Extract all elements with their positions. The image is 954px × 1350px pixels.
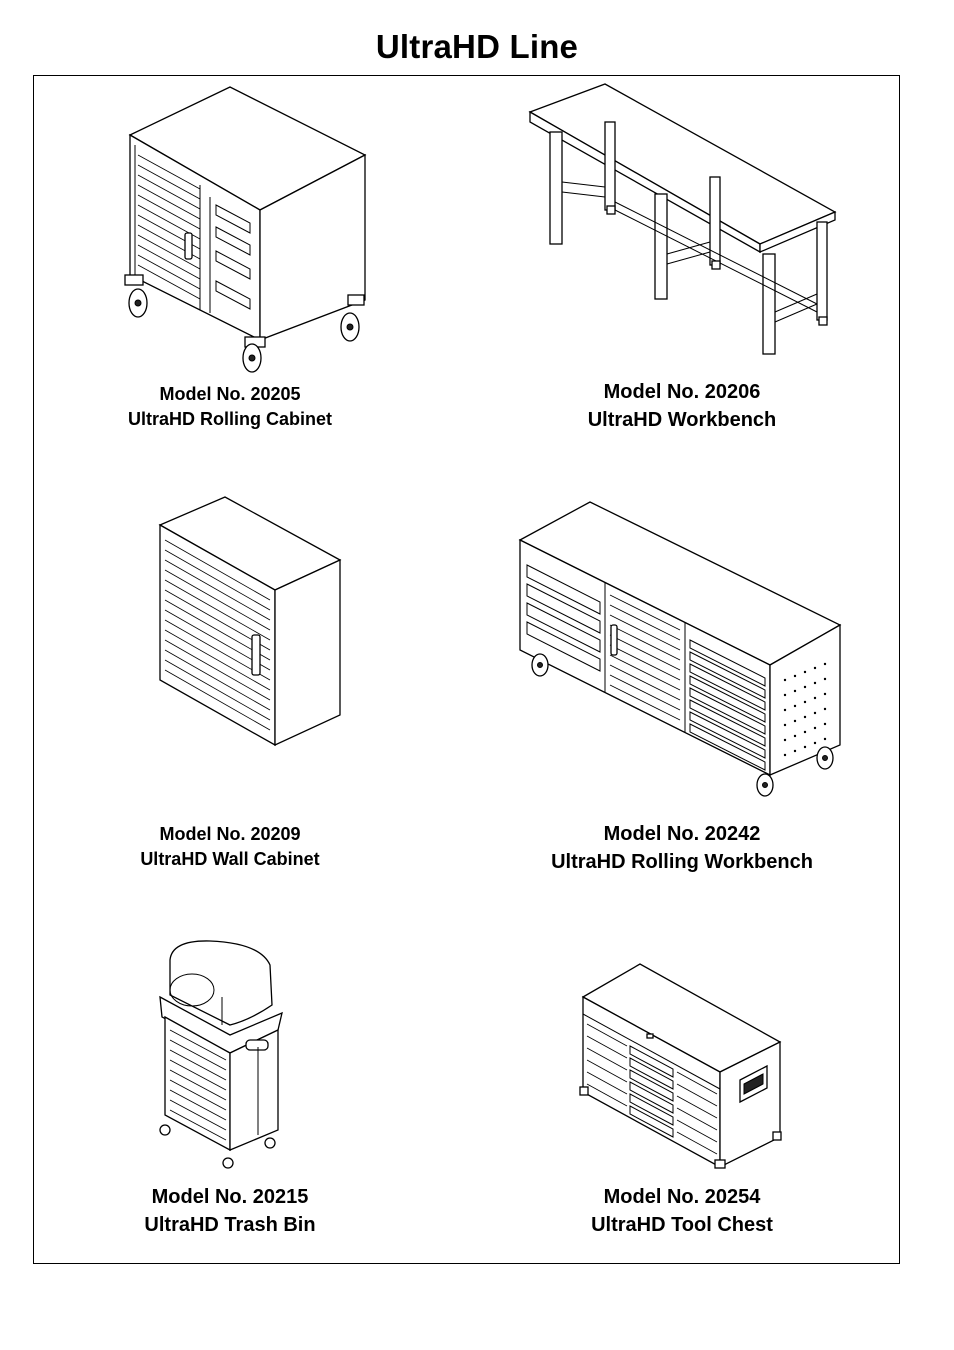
product-caption-20242 [462,820,902,876]
model-number: Model No. 20215 [151,1186,309,1208]
product-name: UltraHD Workbench [587,409,777,431]
product-caption-20215 [10,1183,450,1239]
model-number: Model No. 20209 [159,824,301,844]
model-number: Model No. 20254 [603,1186,761,1208]
rolling-workbench-illustration [515,500,850,800]
workbench-illustration [525,82,845,367]
wall-cabinet-illustration [150,495,350,750]
tool-chest-illustration [575,962,790,1172]
model-number: Model No. 20242 [603,823,761,845]
product-name: UltraHD Trash Bin [144,1214,316,1236]
product-caption-20206 [462,378,902,434]
rolling-cabinet-illustration [120,85,380,375]
product-caption-20205 [10,382,450,432]
product-caption-20209 [10,822,450,872]
product-name: UltraHD Rolling Cabinet [127,409,332,430]
product-name: UltraHD Wall Cabinet [140,849,320,870]
model-number: Model No. 20206 [603,381,761,403]
model-number: Model No. 20205 [159,384,301,404]
product-name: UltraHD Tool Chest [591,1214,773,1236]
page-title: UltraHD Line [375,28,579,65]
trash-bin-illustration [150,935,290,1175]
product-caption-20254 [462,1183,902,1239]
product-name: UltraHD Rolling Workbench [551,851,813,873]
